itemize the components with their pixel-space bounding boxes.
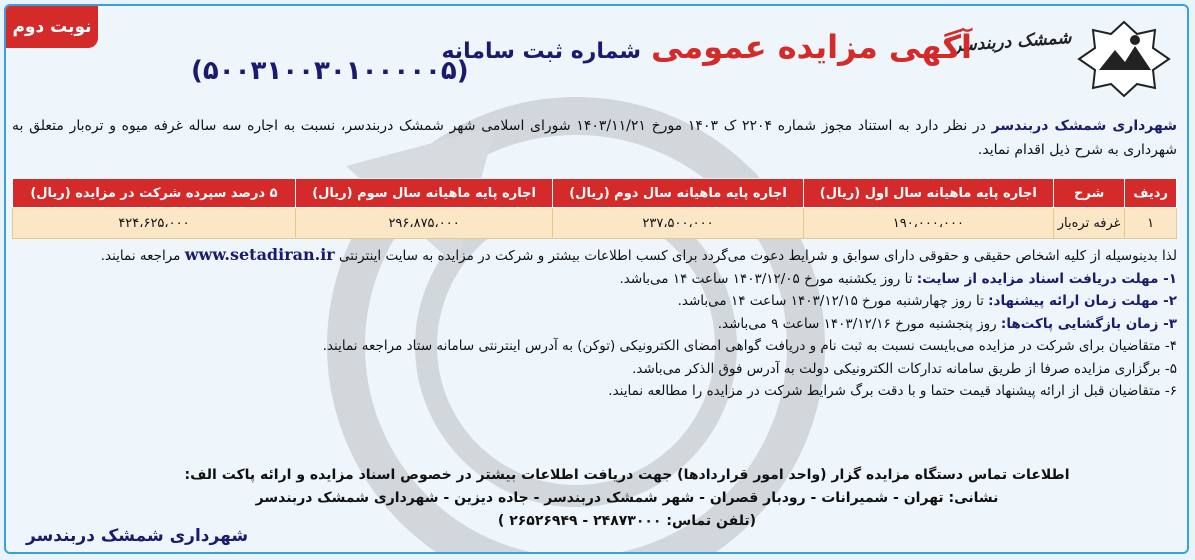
term-text: تا روز یکشنبه مورخ ۱۴۰۳/۱۲/۰۵ ساعت ۱۴ می‌باشد. [619, 270, 917, 287]
notice-frame [4, 4, 1189, 554]
term-text: ۶- متقاضیان قبل از ارائه پیشنهاد قیمت حتما و با دقت برگ شرایط شرکت در مزایده را مطالعه نمایند. [608, 383, 1177, 399]
term-text: ۵- برگزاری مزایده صرفا از طریق سامانه تدارکات الکترونیکی دولت به آدرس فوق الذکر می‌باشد. [632, 360, 1177, 377]
invitation-end: مراجعه نمایند. [100, 248, 185, 264]
col-rent-year-2: اجاره پایه ماهیانه سال دوم (ریال) [553, 179, 804, 208]
col-rent-year-1: اجاره پایه ماهیانه سال اول (ریال) [803, 179, 1053, 208]
term-text: روز پنجشنبه مورخ ۱۴۰۳/۱۲/۱۶ ساعت ۹ می‌باشد. [717, 315, 1001, 332]
notice-title: آگهی مزایده عمومی [651, 28, 972, 66]
term-item [12, 380, 1177, 403]
col-row-number: ردیف [1125, 179, 1177, 208]
invitation-text: لذا بدینوسیله از کلیه اشخاص حقیقی و حقوقی دارای سوابق و شرایط دعوت می‌گردد برای کسب اطلاعات بیشتر و شرکت در مزایده به سایت اینترنتی [339, 248, 1177, 264]
col-description: شرح [1053, 179, 1124, 208]
contact-phone: (تلفن تماس: ۲۴۸۷۳۰۰۰ - ۲۶۵۲۶۹۴۹ ) [497, 513, 757, 529]
term-label: ۱- مهلت دریافت اسناد مزایده از سایت: [916, 270, 1177, 287]
organization-name: شهرداری شمشک دربندسر [991, 118, 1178, 134]
title-row [441, 28, 972, 66]
contact-block [77, 464, 1177, 533]
term-text: ۴- متقاضیان برای شرکت در مزایده می‌بایست نسبت به ثبت نام و دریافت گواهی امضای الکترونیکی (توکن) به آدرس اینترنتی سامانه ستاد مراجعه نمایند. [322, 338, 1177, 354]
contact-address: نشانی: تهران - شمیرانات - رودبار قصران - شهر شمشک دربندسر - جاده دیزین - شهرداری شمشک دربندسر [255, 490, 999, 506]
registration-label: شماره ثبت سامانه [441, 39, 641, 64]
footer-signature: شهرداری شمشک دربندسر [26, 526, 249, 546]
auction-table [12, 178, 1177, 239]
col-deposit: ۵ درصد سپرده شرکت در مزایده (ریال) [13, 179, 296, 208]
term-label: ۳- زمان بازگشایی پاکت‌ها: [1000, 315, 1177, 332]
municipality-logo [1075, 20, 1173, 98]
intro-text: در نظر دارد به استناد مجوز شماره ۲۲۰۴ ک ۱۴۰۳ مورخ ۱۴۰۳/۱۱/۲۱ شورای اسلامی شهر شمشک دربندسر، نسبت به اجاره سه ساله غرفه میوه و تره‌بار متعلق به شهرداری به شرح ذیل اقدام نماید. [12, 118, 1177, 158]
table-header-row [13, 179, 1177, 208]
setadiran-link[interactable]: www.setadiran.ir [184, 245, 335, 264]
cell-rent-year-3: ۲۹۶،۸۷۵،۰۰۰ [295, 208, 552, 239]
term-item [12, 268, 1177, 291]
terms-section [12, 244, 1177, 403]
term-item [12, 358, 1177, 381]
cell-rent-year-2: ۲۳۷،۵۰۰،۰۰۰ [553, 208, 804, 239]
logo-script: شمشک دربندسر [952, 27, 1073, 57]
cell-row-number: ۱ [1125, 208, 1177, 239]
invitation-paragraph [12, 244, 1177, 268]
cell-deposit: ۴۲۴،۶۲۵،۰۰۰ [13, 208, 296, 239]
term-item [12, 335, 1177, 358]
term-item [12, 290, 1177, 313]
term-text: تا روز چهارشنبه مورخ ۱۴۰۳/۱۲/۱۵ ساعت ۱۴ می‌باشد. [677, 293, 989, 309]
contact-heading: اطلاعات تماس دستگاه مزایده گزار (واحد امور قراردادها) جهت دریافت اطلاعات بیشتر در خصوص اسناد مزایده و ارائه پاکت الف: [184, 467, 1070, 483]
term-item [12, 313, 1177, 336]
cell-rent-year-1: ۱۹۰،۰۰۰،۰۰۰ [803, 208, 1053, 239]
term-label: ۲- مهلت زمان ارائه پیشنهاد: [988, 293, 1177, 309]
cell-description: غرفه تره‌بار [1053, 208, 1124, 239]
intro-paragraph [12, 114, 1177, 162]
registration-number: (۵۰۰۳۱۰۰۳۰۱۰۰۰۰۰۵) [191, 56, 469, 86]
notice-tag: نوبت دوم [6, 6, 98, 48]
col-rent-year-3: اجاره پایه ماهیانه سال سوم (ریال) [295, 179, 552, 208]
table-row [13, 208, 1177, 239]
